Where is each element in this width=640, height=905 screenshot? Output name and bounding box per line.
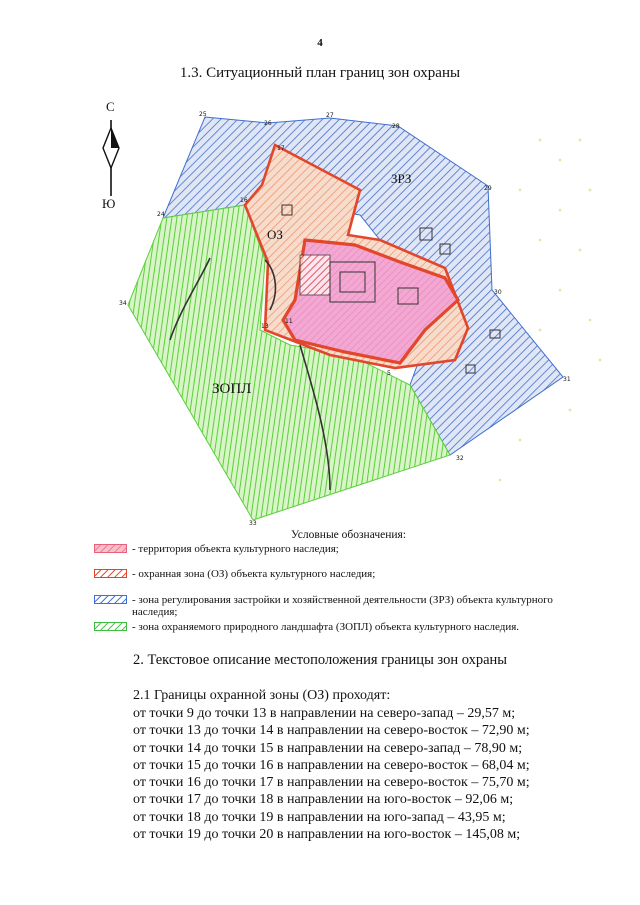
point-label: 29 [484,185,492,192]
point-label: 33 [249,520,257,527]
plan-title: 1.3. Ситуационный план границ зон охраны [179,65,461,81]
description-line: от точки 9 до точки 13 в направлении на северо-запад – 29,57 м; [133,706,516,721]
point-label: 11 [285,318,293,325]
legend-item-oz [94,568,594,580]
section-title: 2. Текстовое описание местоположения границы зон охраны [132,652,508,668]
description-line: от точки 16 до точки 17 в направлении на северо-восток – 75,70 м; [133,775,530,791]
point-label: 25 [199,111,207,118]
description-list [133,705,530,843]
legend-swatch-green [94,622,127,631]
point-label: 34 [119,300,127,307]
legend-text: - охранная зона (ОЗ) объекта культурного наследия; [132,568,376,580]
point-label: 16 [240,197,248,204]
point-label: 26 [264,120,272,127]
compass-south-label: Ю [102,196,116,211]
description-line: от точки 19 до точки 20 в направлении на юго-восток – 145,08 м; [133,827,521,843]
point-label: 24 [157,211,165,218]
point-label: 28 [392,123,400,130]
description-line: от точки 15 до точки 16 в направлении на северо-восток – 68,04 м; [133,757,530,773]
point-label: 30 [494,289,502,296]
legend-title: Условные обозначения: [291,529,407,541]
point-label: 31 [563,376,571,383]
legend-swatch-blue [94,595,127,604]
oz-label: ОЗ [267,227,283,242]
zrz-label: ЗРЗ [391,171,412,186]
compass-north-label: С [106,99,115,114]
point-label: 13 [261,323,269,330]
legend-text: - территория объекта культурного наследия; [132,543,339,555]
point-label: 32 [456,455,464,462]
description-line: от точки 18 до точки 19 в направлении на юго-запад – 43,95 м; [133,809,506,825]
description-line: от точки 13 до точки 14 в направлении на северо-восток – 72,90 м; [133,723,530,739]
point-label: 27 [326,112,334,119]
legend-item-zopl [94,621,594,633]
point-label: 17 [277,145,285,152]
legend-item-heritage [94,543,594,555]
description-line: от точки 17 до точки 18 в направлении на юго-восток – 92,06 м; [133,792,514,808]
description-line: от точки 14 до точки 15 в направлении на северо-запад – 78,90 м; [133,740,523,756]
point-label: 5 [387,370,391,377]
legend-swatch-red [94,569,127,578]
legend-text: - зона охраняемого природного ландшафта (ЗОПЛ) объекта культурного наследия. [132,621,520,633]
legend-text: - зона регулирования застройки и хозяйственной деятельности (ЗРЗ) объекта культурного наследия; [132,594,553,618]
zopl-label: ЗОПЛ [212,381,252,397]
legend-swatch-pink [94,544,127,553]
legend-item-zrz [94,594,594,618]
description-heading: 2.1 Границы охранной зоны (ОЗ) проходят: [133,688,391,703]
background-dots [499,139,602,482]
page-number: 4 [317,37,323,49]
